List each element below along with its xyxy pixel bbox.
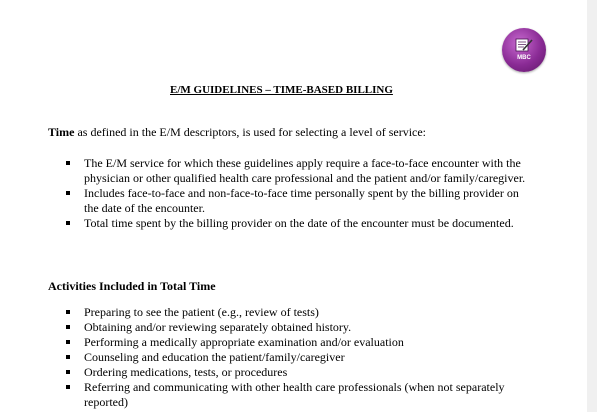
document-title: E/M GUIDELINES – TIME-BASED BILLING [170,84,393,96]
list-item: Includes face-to-face and non-face-to-face time personally spent by the billing provider on the date of the encounter. [66,186,536,216]
intro-paragraph [48,125,426,140]
list-item: Performing a medically appropriate examination and/or evaluation [66,335,536,350]
guideline-list [66,156,536,231]
mbc-logo [502,28,546,72]
list-item: Ordering medications, tests, or procedures [66,365,536,380]
logo-text: MBC [517,55,531,61]
list-item: Total time spent by the billing provider on the date of the encounter must be documented. [66,216,536,231]
section-heading: Activities Included in Total Time [48,279,216,293]
list-item: Obtaining and/or reviewing separately obtained history. [66,320,536,335]
list-item: Preparing to see the patient (e.g., review of tests) [66,305,536,320]
intro-term: Time [48,125,75,139]
intro-text: as defined in the E/M descriptors, is used for selecting a level of service: [74,125,427,139]
list-item: Counseling and education the patient/family/caregiver [66,350,536,365]
list-item: Referring and communicating with other health care professionals (when not separately reported) [66,380,536,410]
activities-list [66,305,536,410]
pen-paper-icon [515,37,533,53]
list-item: The E/M service for which these guidelines apply require a face-to-face encounter with the physician or other qualified health care professional and the patient and/or family/caregiver. [66,156,536,186]
